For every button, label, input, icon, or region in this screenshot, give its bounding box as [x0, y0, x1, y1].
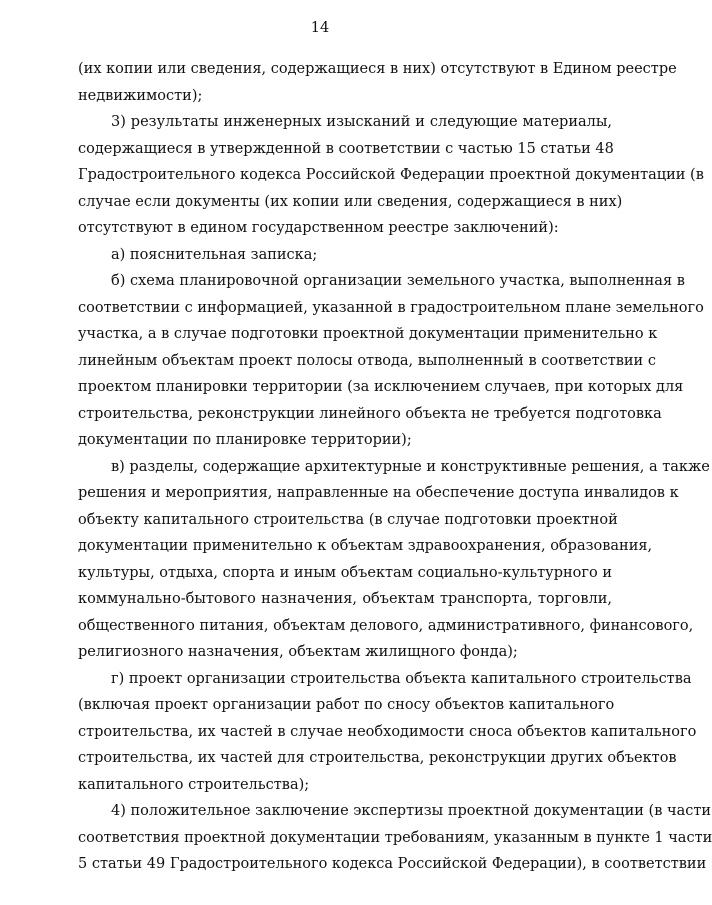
text-line: (их копии или сведения, содержащиеся в них) отсутствуют в Едином реестре	[78, 61, 677, 77]
text-line: в) разделы, содержащие архитектурные и конструктивные решения, а также	[111, 458, 710, 475]
text-line: культуры, отдыха, спорта и иным объектам социально-культурного и	[78, 564, 612, 581]
text-line: соответствия проектной документации требованиям, указанным в пункте 1 части	[78, 829, 712, 846]
paragraph	[78, 56, 677, 109]
paragraph	[78, 268, 704, 454]
document-body	[78, 56, 712, 878]
text-line: религиозного назначения, объектам жилищного фонда);	[78, 644, 518, 660]
page-number: 14	[310, 20, 330, 36]
text-line: строительства, их частей в случае необходимости сноса объектов капитального	[78, 723, 697, 740]
text-line: строительства, их частей для строительства, реконструкции других объектов	[78, 750, 677, 766]
text-line: документации применительно к объектам здравоохранения, образования,	[78, 538, 653, 554]
text-line: (включая проект организации работ по сносу объектов капитального	[78, 697, 615, 713]
text-line: 5 статьи 49 Градостроительного кодекса Российской Федерации), в соответствии	[78, 856, 707, 872]
text-line: капитального строительства);	[78, 776, 310, 793]
paragraph	[78, 666, 697, 799]
text-line: недвижимости);	[78, 87, 203, 104]
text-line: строительства, реконструкции линейного объекта не требуется подготовка	[78, 405, 662, 422]
text-line: проектом планировки территории (за исключением случаев, при которых для	[78, 379, 684, 395]
paragraph	[78, 109, 704, 242]
paragraph	[78, 798, 712, 878]
text-line: Градостроительного кодекса Российской Федерации проектной документации (в	[78, 167, 704, 183]
text-line: 4) положительное заключение экспертизы проектной документации (в части	[111, 803, 712, 819]
paragraph	[78, 454, 710, 666]
text-line: объекту капитального строительства (в случае подготовки проектной	[78, 511, 618, 528]
text-line: а) пояснительная записка;	[111, 246, 318, 263]
text-line: общественного питания, объектам делового, административного, финансового,	[78, 617, 694, 634]
text-line: 3) результаты инженерных изысканий и следующие материалы,	[111, 114, 612, 130]
text-line: б) схема планировочной организации земельного участка, выполненная в	[111, 273, 685, 289]
paragraph	[78, 242, 612, 269]
text-line: коммунально-бытового назначения, объектам транспорта, торговли,	[78, 591, 612, 607]
text-line: содержащиеся в утвержденной в соответствии с частью 15 статьи 48	[78, 140, 614, 157]
text-line: случае если документы (их копии или сведения, содержащиеся в них)	[78, 193, 623, 210]
text-line: документации по планировке территории);	[78, 432, 412, 448]
text-line: отсутствуют в едином государственном реестре заключений):	[78, 220, 559, 236]
text-line: участка, а в случае подготовки проектной документации применительно к	[78, 326, 658, 342]
text-line: соответствии с информацией, указанной в градостроительном плане земельного	[78, 299, 704, 316]
text-line: г) проект организации строительства объекта капитального строительства	[111, 670, 692, 687]
text-line: линейным объектам проект полосы отвода, выполненный в соответствии с	[78, 352, 656, 369]
text-line: решения и мероприятия, направленные на обеспечение доступа инвалидов к	[78, 485, 679, 501]
